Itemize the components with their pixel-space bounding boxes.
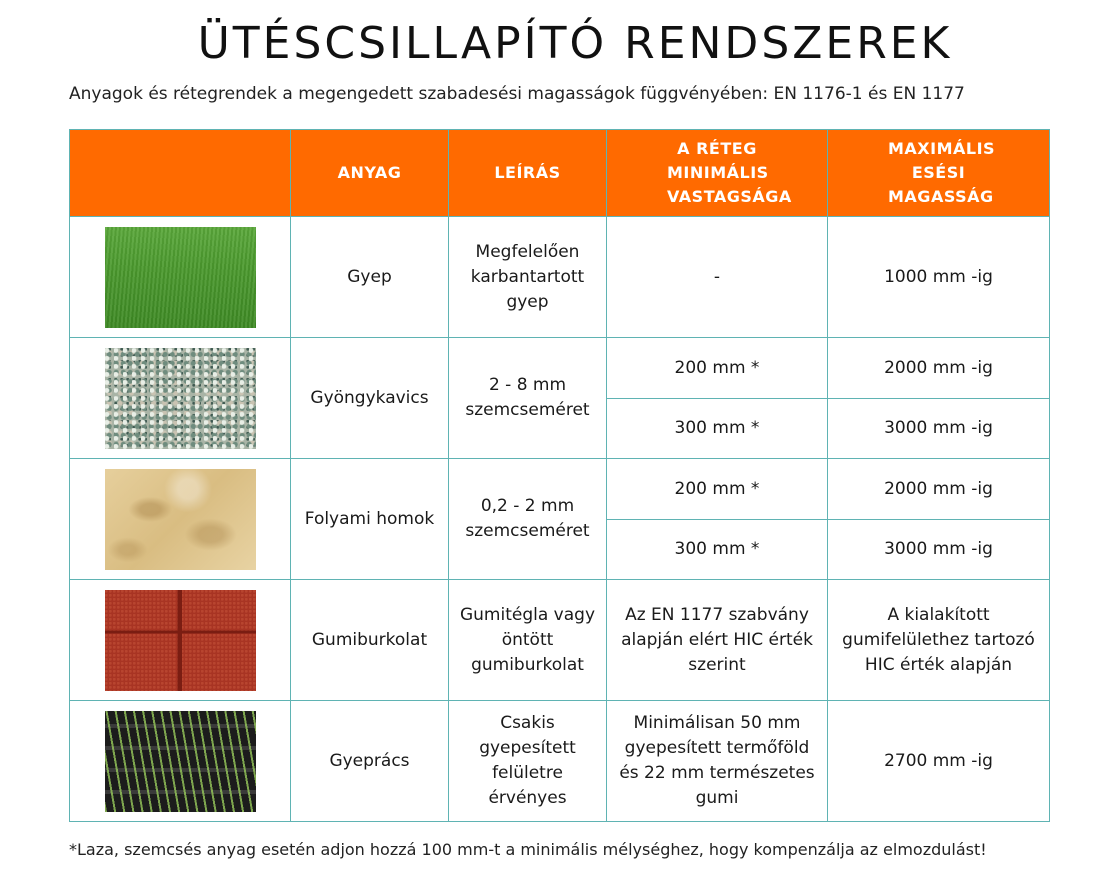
material-cell: Folyami homok: [291, 459, 449, 580]
height-cell: 3000 mm -ig: [828, 520, 1050, 580]
table-row: [70, 580, 1050, 701]
table-row: [70, 217, 1050, 338]
description-cell: Gumitégla vagy öntött gumiburkolat: [449, 580, 607, 701]
material-cell: Gyöngykavics: [291, 338, 449, 459]
material-cell: Gyeprács: [291, 701, 449, 822]
material-cell: Gyep: [291, 217, 449, 338]
thickness-cell: 300 mm *: [607, 399, 828, 459]
header-max-height-text: MAXIMÁLIS ESÉSI MAGASSÁG: [888, 139, 996, 206]
thickness-cell: Az EN 1177 szabvány alapján elért HIC érték szerint: [607, 580, 828, 701]
material-image-cell: [70, 459, 291, 580]
height-cell: 3000 mm -ig: [828, 399, 1050, 459]
page-subtitle: Anyagok és rétegrendek a megengedett szabadesési magasságok függvényében: EN 1176-1 és EN 1177: [69, 84, 965, 104]
height-cell: 2000 mm -ig: [828, 459, 1050, 520]
gravel-image: [105, 348, 256, 449]
material-image-cell: [70, 338, 291, 459]
page-title: ÜTÉSCSILLAPÍTÓ RENDSZEREK: [197, 18, 953, 69]
grass-grid-image: [105, 711, 256, 812]
description-cell: Megfelelően karbantartott gyep: [449, 217, 607, 338]
table-row: [70, 338, 1050, 399]
thickness-cell: -: [607, 217, 828, 338]
rubber-tile-image: [105, 590, 256, 691]
material-image-cell: [70, 217, 291, 338]
thickness-cell: 300 mm *: [607, 520, 828, 580]
height-cell: 1000 mm -ig: [828, 217, 1050, 338]
footnote: *Laza, szemcsés anyag esetén adjon hozzá 100 mm-t a minimális mélységhez, hogy kompenzálja az elmozdulást!: [69, 840, 987, 859]
height-cell: A kialakított gumifelülethez tartozó HIC érték alapján: [828, 580, 1050, 701]
thickness-cell: Minimálisan 50 mm gyepesített termőföld és 22 mm természetes gumi: [607, 701, 828, 822]
header-description: LEÍRÁS: [449, 130, 607, 217]
description-cell: Csakis gyepesített felületre érvényes: [449, 701, 607, 822]
table-row: [70, 701, 1050, 822]
header-min-thickness-text: A RÉTEG MINIMÁLIS VASTAGSÁGA: [667, 139, 792, 206]
height-cell: 2700 mm -ig: [828, 701, 1050, 822]
material-image-cell: [70, 580, 291, 701]
header-image: [70, 130, 291, 217]
description-cell: 2 - 8 mm szemcseméret: [449, 338, 607, 459]
sand-image: [105, 469, 256, 570]
table-row: [70, 459, 1050, 520]
surfacing-table: [69, 129, 1050, 822]
header-max-height: [828, 130, 1050, 217]
thickness-cell: 200 mm *: [607, 459, 828, 520]
height-cell: 2000 mm -ig: [828, 338, 1050, 399]
header-material: ANYAG: [291, 130, 449, 217]
grass-image: [105, 227, 256, 328]
material-cell: Gumiburkolat: [291, 580, 449, 701]
material-image-cell: [70, 701, 291, 822]
table-header-row: [70, 130, 1050, 217]
thickness-cell: 200 mm *: [607, 338, 828, 399]
header-min-thickness: [607, 130, 828, 217]
description-cell: 0,2 - 2 mm szemcseméret: [449, 459, 607, 580]
